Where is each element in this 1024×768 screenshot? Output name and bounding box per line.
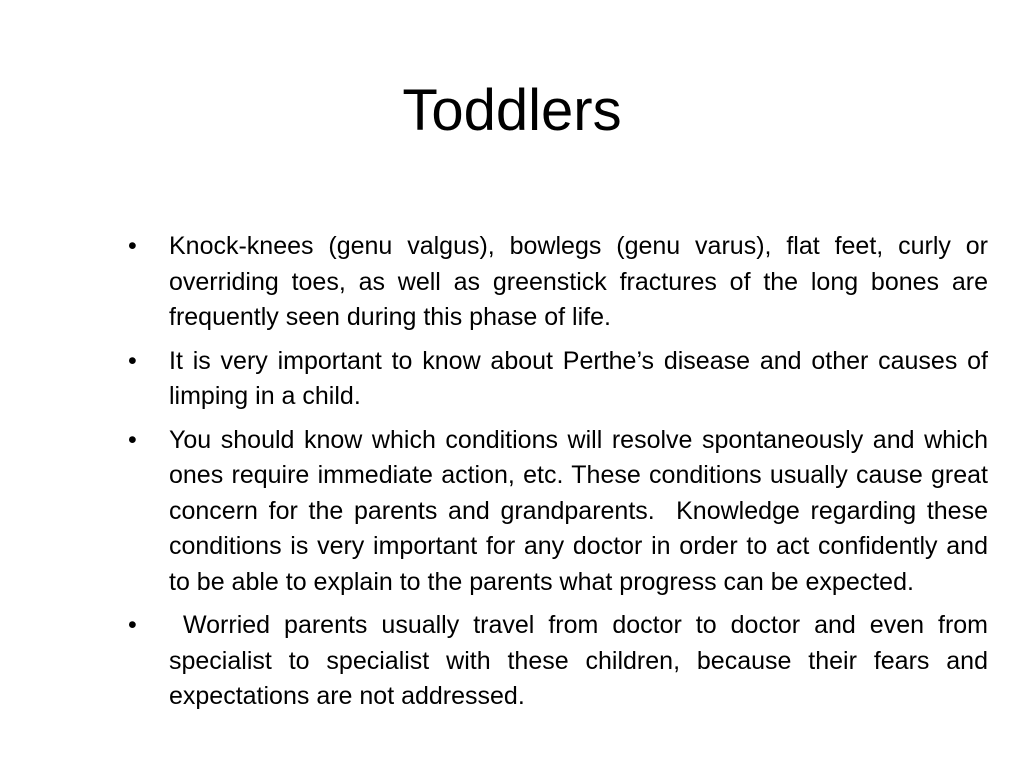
bullet-list xyxy=(128,229,995,723)
bullet-item xyxy=(128,344,995,415)
bullet-text: Knock-knees (genu valgus), bowlegs (genu varus), flat feet, curly or overriding toes, as well as greenstick fractures of the long bones are frequently seen during this phase of life. xyxy=(169,232,995,331)
bullet-item xyxy=(128,423,995,601)
bullet-marker: • xyxy=(128,346,137,375)
bullet-marker: • xyxy=(128,232,137,260)
bullet-marker: • xyxy=(128,425,137,454)
bullet-text: You should know which conditions will resolve spontaneously and which ones require immediate action, etc. These conditions usually cause great concern for the parents and grandparents. Knowledge regarding these conditions is very important for any doctor in order to act confidently and to be able to explain to the parents what progress can be expected. xyxy=(169,425,995,596)
slide-title: Toddlers xyxy=(402,78,622,143)
bullet-item xyxy=(128,608,995,715)
bullet-text: It is very important to know about Perthe’s disease and other causes of limping in a child. xyxy=(169,346,995,410)
bullet-marker: • xyxy=(128,611,137,639)
bullet-item xyxy=(128,229,995,336)
bullet-text: Worried parents usually travel from doctor to doctor and even from specialist to specialist with these children, because their fears and expectations are not addressed. xyxy=(169,611,995,710)
